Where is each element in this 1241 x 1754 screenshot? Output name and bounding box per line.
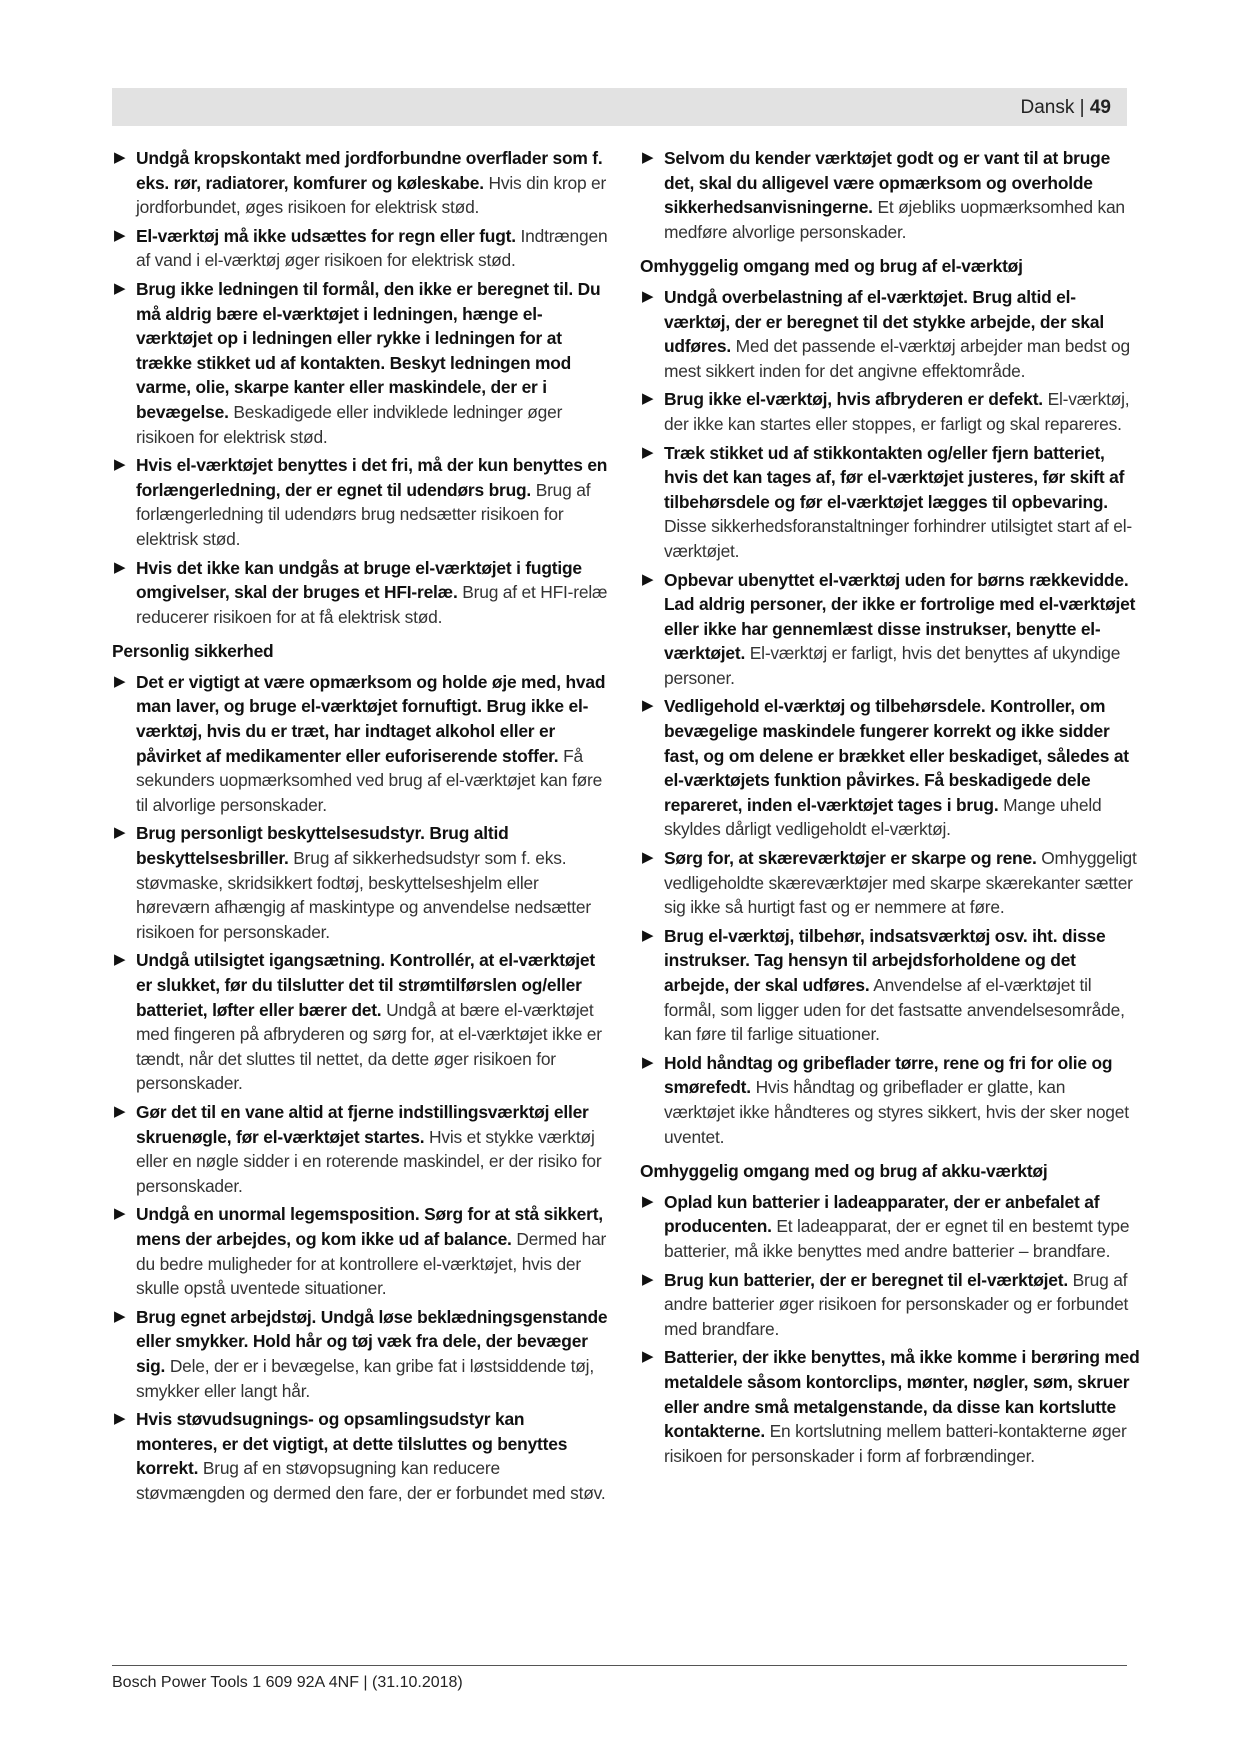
triangle-bullet-icon: ▶ [114,1307,126,1325]
safety-item [640,1190,1140,1264]
safety-item-instruction: Vedligehold el-værktøj og tilbehørsdele. Kontroller, om bevægelige maskindele fungerer korrekt og ikke sidder fast, og om delene er brækket eller beskadiget, således at el-værktøjets funktion påvirkes. Få beskadigede dele repareret, inden el-værktøjet tages i brug. [664,696,1129,815]
safety-item [640,285,1140,383]
safety-item-explanation: Omhyggeligt vedligeholdte skæreværktøjer med skarpe skærekanter sætter sig ikke så hurtigt fast og er nemmere at føre. [664,848,1137,918]
triangle-bullet-icon: ▶ [642,149,654,166]
safety-item-instruction: Brug kun batterier, der er beregnet til el-værktøjet. [664,1269,1068,1290]
safety-item [112,556,610,630]
right-list-b [640,285,1140,1149]
safety-item-explanation: Hvis din krop er jordforbundet, øges risikoen for elektrisk stød. [136,172,607,218]
safety-item [640,441,1140,564]
safety-item-explanation: Hvis et stykke værktøj eller en nøgle sidder i en roterende maskindel, er der risiko for personskader. [136,1126,602,1196]
triangle-bullet-icon: ▶ [642,1053,654,1071]
triangle-bullet-icon: ▶ [114,1205,126,1223]
safety-item-explanation: Brug af en støvopsugning kan reducere støvmængden og dermed den fare, der er forbundet med støv. [136,1458,606,1503]
safety-item [112,1100,610,1198]
triangle-bullet-icon: ▶ [642,1348,654,1366]
safety-item-instruction: Brug ikke ledningen til formål, den ikke er beregnet til. Du må aldrig bære el-værktøjet i ledningen, hænge el-værktøjet op i ledningen eller rykke i ledningen for at trække stikket ud af kontakten. Beskyt ledningen mod varme, olie, skarpe kanter eller maskindele, der er i bevægelse. [136,278,601,422]
safety-item-instruction: Batterier, der ikke benyttes, må ikke komme i berøring med metaldele såsom kontorclips, mønter, nøgler, søm, skruer eller andre små metalgenstande, da disse kan kortslutte kontakterne. [664,1347,1140,1442]
safety-item [112,1202,610,1300]
triangle-bullet-icon: ▶ [114,226,126,244]
safety-item [640,1345,1140,1468]
safety-item [640,568,1140,691]
left-column [112,146,610,1509]
heading-power-tool-use: Omhyggelig omgang med og brug af el-værktøj [640,256,1023,277]
safety-item [112,224,610,273]
left-list-b [112,670,610,1506]
triangle-bullet-icon: ▶ [114,1410,126,1428]
safety-item-explanation: Få sekunders uopmærksomhed ved brug af el-værktøjet kan føre til alvorlige personskader. [136,745,603,815]
safety-item [112,948,610,1096]
triangle-bullet-icon: ▶ [114,456,126,474]
page-header [112,88,1127,126]
triangle-bullet-icon: ▶ [642,697,654,715]
safety-item [112,1407,610,1505]
safety-item-instruction: Gør det til en vane altid at fjerne indstillingsværktøj eller skruenøgle, før el-værktøjet startes. [136,1101,589,1147]
safety-item-instruction: Brug egnet arbejdstøj. Undgå løse beklædningsgenstande eller smykker. Hold hår og tøj væk fra dele, der bevæger sig. [136,1306,608,1376]
safety-item-instruction: Undgå en unormal legemsposition. Sørg for at stå sikkert, mens der arbejdes, og kom ikke ud af balance. [136,1204,603,1249]
safety-item-explanation: Mange uheld skyldes dårligt vedligeholdt el-værktøj. [664,794,1102,840]
safety-item-explanation: Anvendelse af el-værktøjet til formål, som ligger uden for det fastsatte anvendelsesområde, kan føre til farlige situationer. [664,975,1125,1045]
safety-item-explanation: Et ladeapparat, der er egnet til en bestemt type batterier, må ikke benyttes med andre batterier – brandfare. [664,1216,1130,1261]
triangle-bullet-icon: ▶ [114,558,126,576]
right-list-c [640,1190,1140,1469]
triangle-bullet-icon: ▶ [642,287,654,305]
safety-item-explanation: Et øjebliks uopmærksomhed kan medføre alvorlige personskader. [664,197,1125,242]
safety-item-instruction: Hvis det ikke kan undgås at bruge el-værktøjet i fugtige omgivelser, skal der bruges et HFI-relæ. [136,557,582,603]
right-column [640,146,1140,1472]
safety-item [640,387,1140,436]
safety-item-explanation: Undgå at bære el-værktøjet med fingeren på afbryderen og sørg for, at el-værktøjet ikke er tændt, når det sluttes til nettet, da dette øger risikoen for personskader. [136,999,602,1094]
safety-item [112,821,610,944]
safety-item-explanation: Brug af andre batterier øger risikoen for personskader og er forbundet med brandfare. [664,1269,1129,1339]
triangle-bullet-icon: ▶ [642,390,654,408]
safety-item-explanation: Beskadigede eller indviklede ledninger øger risikoen for elektrisk stød. [136,401,563,447]
safety-item-explanation: Hvis håndtag og gribeflader er glatte, kan værktøjet ikke håndteres og styres sikkert, hvis der sker noget uventet. [664,1077,1129,1147]
right-list-a [640,146,1140,244]
safety-item-explanation: Dermed har du bedre muligheder for at kontrollere el-værktøjet, hvis der skulle opstå uventede situationer. [136,1228,607,1299]
safety-item [112,146,610,220]
safety-item-instruction: Oplad kun batterier i ladeapparater, der er anbefalet af producenten. [664,1191,1100,1237]
safety-item [640,1051,1140,1149]
safety-item-instruction: El-værktøj må ikke udsættes for regn eller fugt. [136,225,516,246]
footer-text: Bosch Power Tools 1 609 92A 4NF | (31.10.2018) [112,1674,463,1691]
safety-item [112,453,610,551]
header-separator: | [1079,97,1085,118]
safety-item-explanation: Brug af et HFI-relæ reducerer risikoen for at få elektrisk stød. [136,582,608,627]
safety-item-instruction: Brug el-værktøj, tilbehør, indsatsværktøj osv. iht. disse instrukser. Tag hensyn til arbejdsforholdene og det arbejde, der skal udføres. [664,925,1106,995]
safety-item-instruction: Hold håndtag og gribeflader tørre, rene og fri for olie og smørefedt. [664,1052,1113,1098]
safety-item-instruction: Opbevar ubenyttet el-værktøj uden for børns rækkevidde. Lad aldrig personer, der ikke er fortrolige med el-værktøjet eller ikke har gennemlæst disse instrukser, benytte el-værktøjet. [664,569,1136,664]
safety-item-instruction: Det er vigtigt at være opmærksom og holde øje med, hvad man laver, og bruge el-værktøjet fornuftigt. Brug ikke el-værktøj, hvis du er træt, har indtaget alkohol eller er påvirket af medikamenter eller euforiserende stoffer. [136,671,606,766]
safety-item-instruction: Træk stikket ud af stikkontakten og/eller fjern batteriet, hvis det kan tages af, før el-værktøjet justeres, før skift af tilbehørsdele og før el-værktøjet lægges til opbevaring. [664,442,1125,512]
safety-item [640,924,1140,1047]
safety-item-explanation: Brug af sikkerhedsudstyr som f. eks. støvmaske, skridsikkert fodtøj, beskyttelseshjelm eller høreværn afhængig af maskintype og anvendelse nedsætter risikoen for personskader. [136,848,591,942]
safety-item [640,846,1140,920]
triangle-bullet-icon: ▶ [114,824,126,842]
safety-item-explanation: El-værktøj er farligt, hvis det benyttes af ukyndige personer. [664,643,1121,688]
page-number: 49 [1089,97,1111,118]
safety-item-instruction: Undgå utilsigtet igangsætning. Kontrollér, at el-værktøjet er slukket, før du tilslutter det til strømtilførslen og/eller batteriet, løfter eller bærer det. [136,950,595,1020]
heading-personal-safety: Personlig sikkerhed [112,641,274,662]
header-label [1021,97,1112,119]
safety-item-explanation: Disse sikkerhedsforanstaltninger forhindrer utilsigtet start af el-værktøjet. [664,516,1132,561]
triangle-bullet-icon: ▶ [642,570,654,588]
triangle-bullet-icon: ▶ [114,149,126,166]
safety-item-instruction: Brug personligt beskyttelsesudstyr. Brug altid beskyttelsesbriller. [136,823,509,869]
triangle-bullet-icon: ▶ [114,951,126,969]
triangle-bullet-icon: ▶ [642,926,654,944]
safety-item-instruction: Brug ikke el-værktøj, hvis afbryderen er defekt. [664,389,1043,410]
triangle-bullet-icon: ▶ [642,849,654,867]
triangle-bullet-icon: ▶ [642,443,654,461]
safety-item-explanation: Med det passende el-værktøj arbejder man bedst og mest sikkert inden for det angivne effektområde. [664,336,1130,381]
safety-item-instruction: Sørg for, at skæreværktøjer er skarpe og rene. [664,848,1037,869]
safety-item [112,1305,610,1403]
heading-battery-tool-use: Omhyggelig omgang med og brug af akku-værktøj [640,1161,1048,1182]
safety-item [112,670,610,818]
safety-item-instruction: Undgå overbelastning af el-værktøjet. Brug altid el-værktøj, der er beregnet til det stykke arbejde, der skal udføres. [664,286,1104,357]
safety-item-instruction: Hvis støvudsugnings- og opsamlingsudstyr kan monteres, er det vigtigt, at dette tilsluttes og benyttes korrekt. [136,1409,568,1479]
safety-item-explanation: Brug af forlængerledning til udendørs brug nedsætter risikoen for elektrisk stød. [136,479,591,549]
safety-item-explanation: En kortslutning mellem batteri-kontakterne øger risikoen for personskader i form af forbrændinger. [664,1421,1127,1466]
safety-item [640,1268,1140,1342]
triangle-bullet-icon: ▶ [114,1102,126,1120]
safety-item-explanation: El-værktøj, der ikke kan startes eller stoppes, er farligt og skal repareres. [664,389,1130,434]
safety-item [640,694,1140,842]
left-list-a [112,146,610,629]
triangle-bullet-icon: ▶ [114,279,126,297]
safety-item-explanation: Indtrængen af vand i el-værktøj øger risikoen for elektrisk stød. [136,225,608,271]
safety-item-explanation: Dele, der er i bevægelse, kan gribe fat i løstsiddende tøj, smykker eller langt hår. [136,1355,594,1401]
safety-item-instruction: Selvom du kender værktøjet godt og er vant til at bruge det, skal du alligevel være opmærksom og overholde sikkerhedsanvisningerne. [664,148,1111,218]
footer-divider [112,1665,1127,1666]
safety-item-instruction: Undgå kropskontakt med jordforbundne overflader som f. eks. rør, radiatorer, komfurer og køleskabe. [136,148,603,193]
header-language: Dansk [1020,97,1075,118]
safety-item [640,146,1140,244]
safety-item [112,277,610,449]
safety-item-instruction: Hvis el-værktøjet benyttes i det fri, må der kun benyttes en forlængerledning, der er egnet til udendørs brug. [136,455,608,500]
triangle-bullet-icon: ▶ [642,1192,654,1210]
triangle-bullet-icon: ▶ [642,1270,654,1288]
triangle-bullet-icon: ▶ [114,672,126,690]
